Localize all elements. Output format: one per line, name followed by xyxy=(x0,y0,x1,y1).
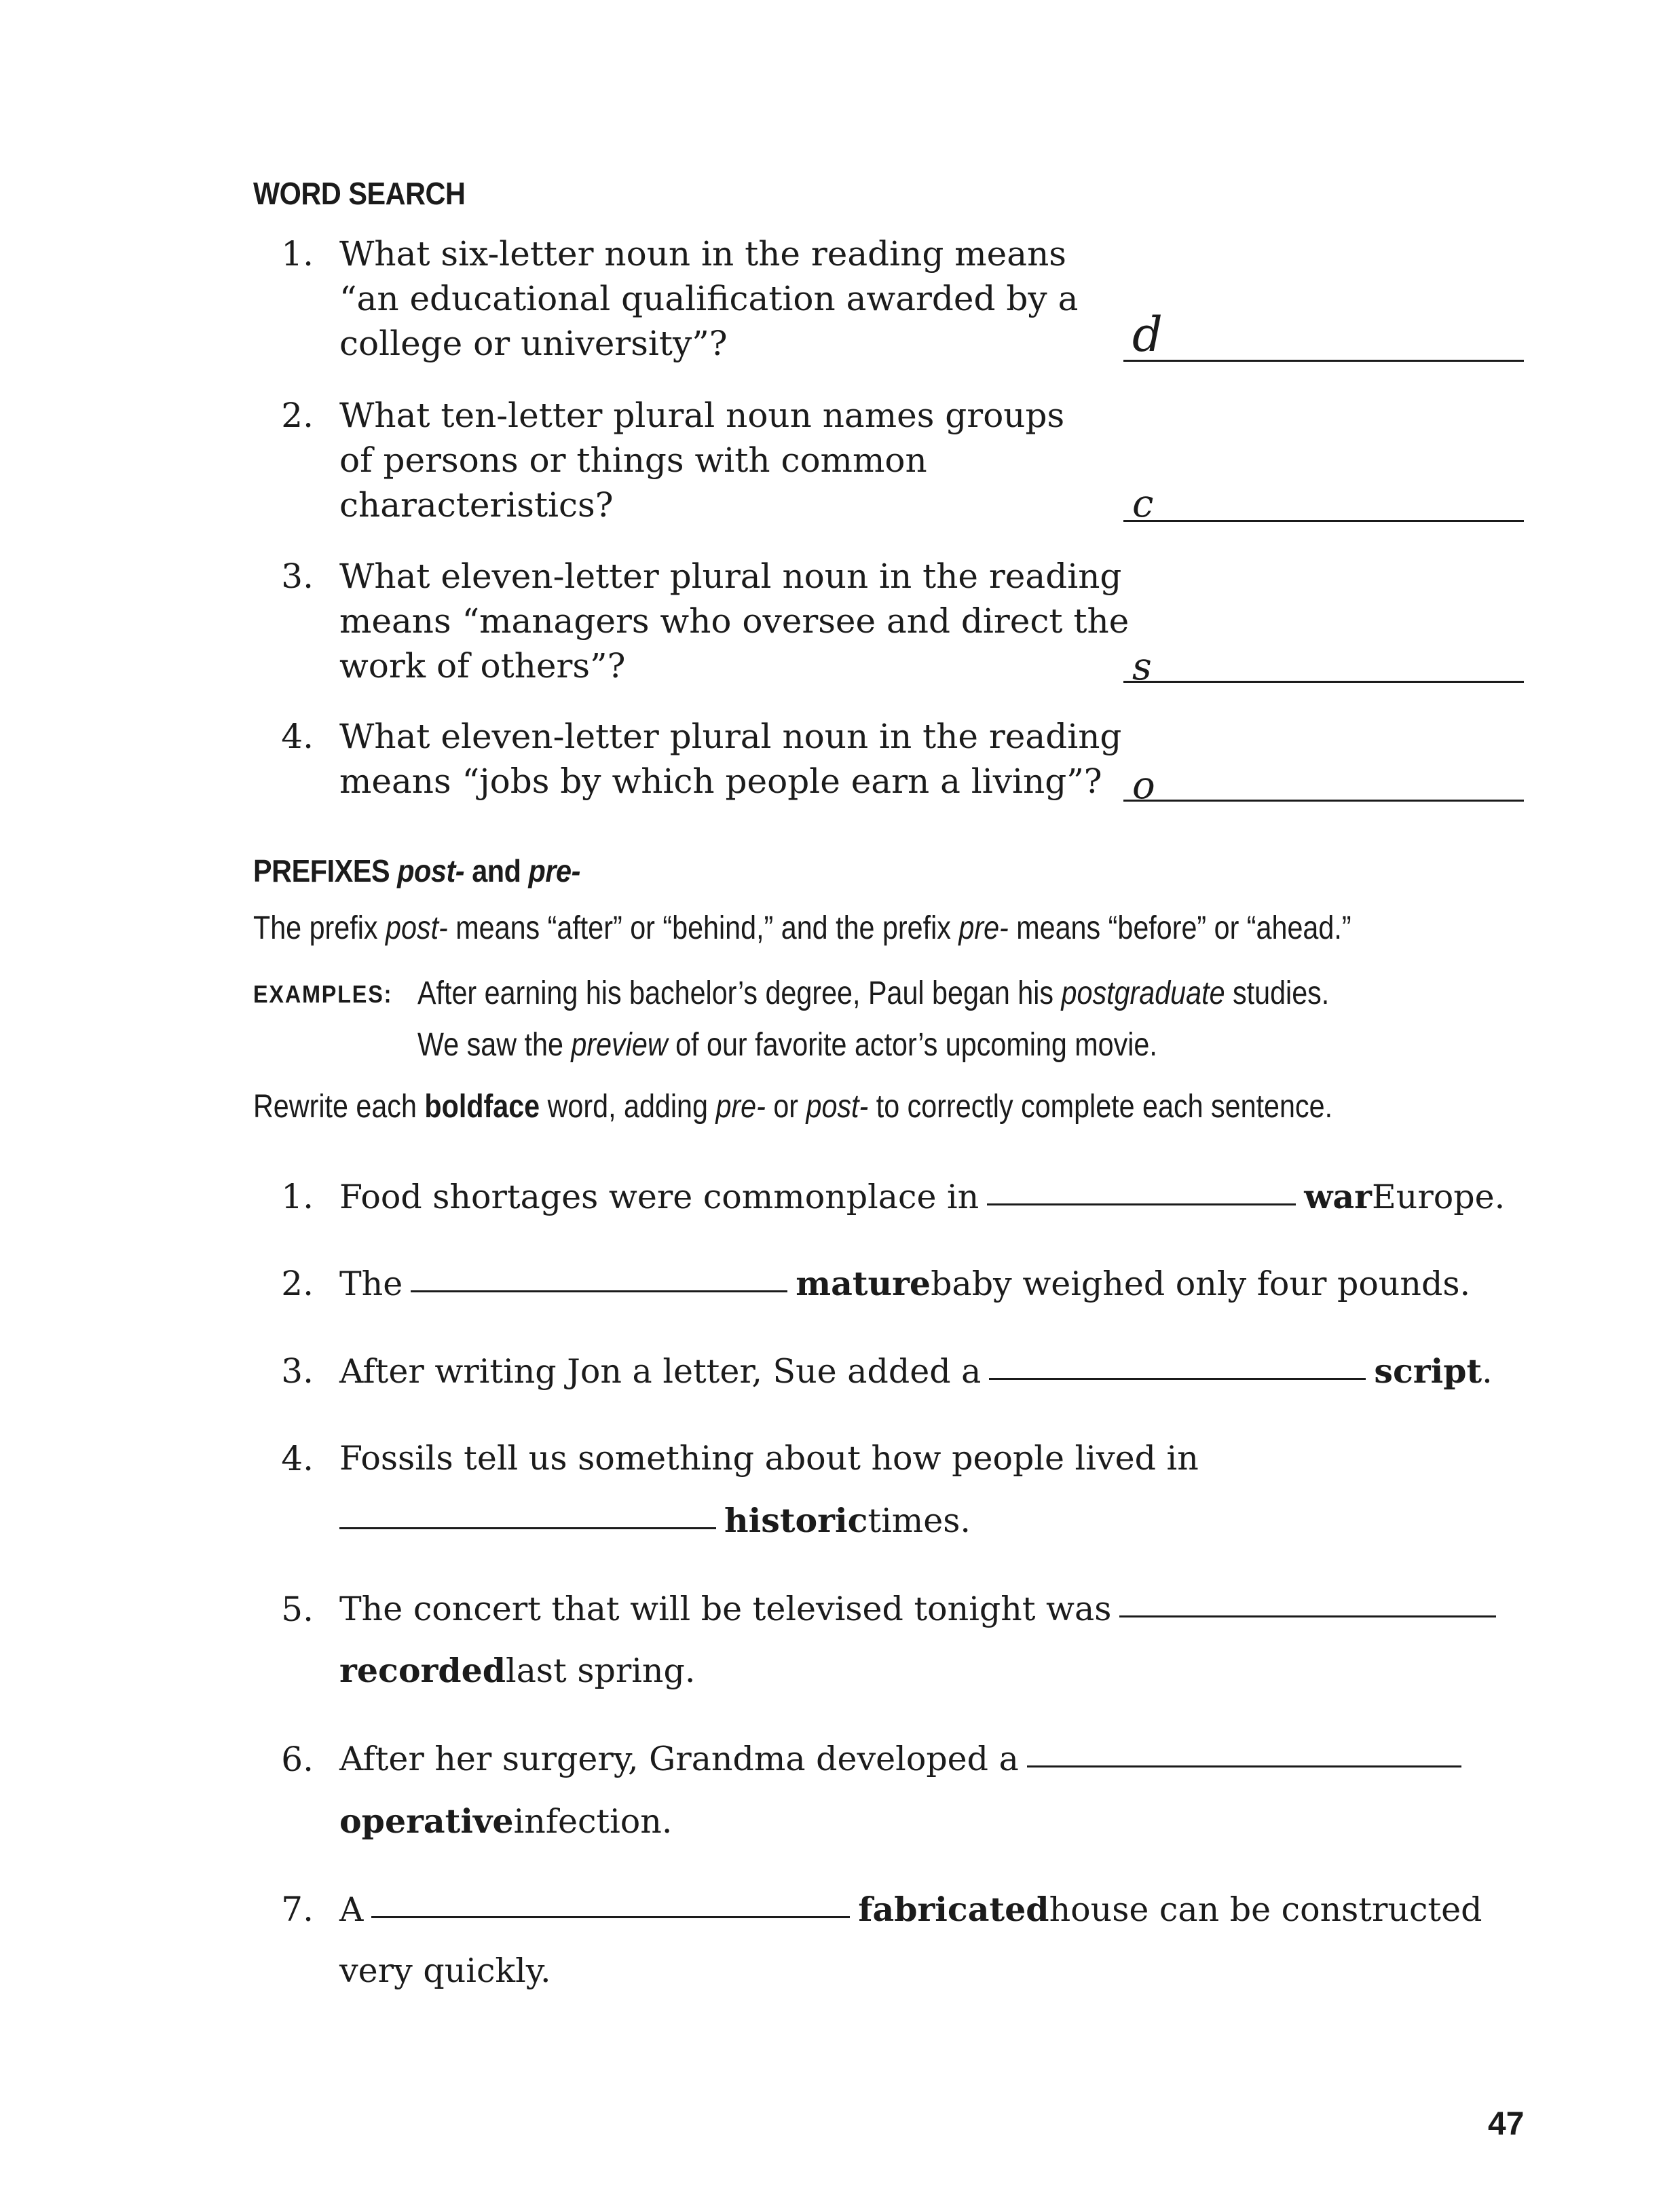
text: times. xyxy=(867,1501,971,1540)
text: . xyxy=(1482,1352,1493,1391)
text: means “before” or “ahead.” xyxy=(1008,910,1351,946)
sentence-7-line-2 xyxy=(339,1951,551,1990)
sentence-6-line-2 xyxy=(339,1801,672,1841)
text: studies. xyxy=(1225,975,1330,1011)
answer-blank-3[interactable] xyxy=(1123,681,1524,683)
question-text-line: characteristics? xyxy=(339,485,614,525)
heading-text: PREFIXES xyxy=(253,853,398,888)
text: very quickly. xyxy=(339,1951,551,1990)
page-number: 47 xyxy=(1488,2106,1525,2142)
text: Fossils tell us something about how people lived in xyxy=(339,1439,1199,1478)
text-italic: pre- xyxy=(958,910,1009,946)
fill-blank-2[interactable] xyxy=(411,1290,787,1292)
sentence-number: 6. xyxy=(281,1740,314,1779)
sentence-2 xyxy=(339,1264,1470,1303)
answer-hint-letter: s xyxy=(1132,645,1152,689)
text: Europe. xyxy=(1372,1178,1506,1216)
fill-blank-4[interactable] xyxy=(339,1527,716,1529)
question-number: 3. xyxy=(281,557,314,596)
bold-word: recorded xyxy=(339,1651,506,1690)
question-text-line: “an educational qualification awarded by a xyxy=(339,279,1079,318)
text: The concert that will be televised tonight was xyxy=(339,1590,1112,1628)
example-2 xyxy=(417,1026,1157,1064)
heading-text: and xyxy=(464,853,529,888)
fill-blank-5[interactable] xyxy=(1119,1615,1496,1617)
fill-blank-6[interactable] xyxy=(1027,1765,1461,1767)
word-search-heading: WORD SEARCH xyxy=(253,176,466,211)
text-italic: pre- xyxy=(715,1089,766,1125)
question-text-line: What eleven-letter plural noun in the reading xyxy=(339,557,1122,596)
text: Food shortages were commonplace in xyxy=(339,1178,979,1216)
text: After her surgery, Grandma developed a xyxy=(339,1740,1019,1778)
heading-prefix-post: post- xyxy=(397,853,465,888)
question-text-line: means “managers who oversee and direct the xyxy=(339,601,1130,641)
bold-word: mature xyxy=(796,1264,931,1303)
fill-blank-7[interactable] xyxy=(371,1916,850,1918)
example-1 xyxy=(417,975,1329,1012)
sentence-5-line-2 xyxy=(339,1651,695,1690)
text: After writing Jon a letter, Sue added a xyxy=(339,1352,982,1391)
answer-blank-4[interactable] xyxy=(1123,800,1524,802)
question-text-line: What six-letter noun in the reading means xyxy=(339,234,1066,274)
text: last spring. xyxy=(506,1651,696,1690)
question-text-line: of persons or things with common xyxy=(339,441,927,480)
sentence-7-line-1 xyxy=(339,1890,1482,1929)
text: word, adding xyxy=(540,1089,716,1125)
sentence-3 xyxy=(339,1351,1493,1391)
question-number: 1. xyxy=(281,234,314,274)
sentence-4-line-2 xyxy=(331,1501,971,1540)
text: The prefix xyxy=(253,910,386,946)
text: house can be constructed xyxy=(1049,1890,1482,1929)
examples-label: EXAMPLES: xyxy=(253,980,393,1008)
prefixes-heading xyxy=(253,853,580,889)
question-number: 2. xyxy=(281,396,314,435)
question-text-line: work of others”? xyxy=(339,646,626,686)
question-text-line: What eleven-letter plural noun in the reading xyxy=(339,717,1122,756)
sentence-6-line-1 xyxy=(339,1740,1470,1778)
heading-prefix-pre: pre- xyxy=(528,853,580,888)
text: infection. xyxy=(513,1802,673,1841)
answer-hint-letter: c xyxy=(1132,482,1154,526)
sentence-5-line-1 xyxy=(339,1590,1504,1628)
sentence-number: 1. xyxy=(281,1177,314,1216)
text-italic: post- xyxy=(806,1089,869,1125)
sentence-number: 5. xyxy=(281,1590,314,1629)
prefix-definition xyxy=(253,910,1351,947)
question-number: 4. xyxy=(281,717,314,756)
answer-blank-2[interactable] xyxy=(1123,520,1524,522)
answer-hint-letter: d xyxy=(1132,307,1163,362)
sentence-number: 2. xyxy=(281,1264,314,1303)
text-italic: post- xyxy=(386,910,448,946)
text-bold: boldface xyxy=(424,1089,540,1125)
answer-blank-1[interactable] xyxy=(1123,360,1524,362)
bold-word: script xyxy=(1374,1351,1482,1391)
text: After earning his bachelor’s degree, Paul began his xyxy=(417,975,1062,1011)
sentence-number: 3. xyxy=(281,1351,314,1391)
text: baby weighed only four pounds. xyxy=(931,1265,1471,1303)
text: of our favorite actor’s upcoming movie. xyxy=(667,1027,1157,1063)
question-text-line: What ten-letter plural noun names groups xyxy=(339,396,1065,435)
sentence-number: 7. xyxy=(281,1890,314,1929)
bold-word: operative xyxy=(339,1801,514,1841)
question-text-line: college or university”? xyxy=(339,324,728,363)
text: to correctly complete each sentence. xyxy=(868,1089,1333,1125)
text-italic: preview xyxy=(571,1027,668,1063)
sentence-1 xyxy=(339,1177,1505,1216)
bold-word: war xyxy=(1304,1177,1372,1216)
sentence-4-line-1 xyxy=(339,1439,1199,1478)
text-italic: postgraduate xyxy=(1061,975,1225,1011)
text: We saw the xyxy=(417,1027,572,1063)
bold-word: fabricated xyxy=(858,1890,1049,1929)
bold-word: historic xyxy=(724,1501,868,1540)
instruction xyxy=(253,1088,1332,1125)
text: or xyxy=(765,1089,806,1125)
answer-hint-letter: o xyxy=(1132,764,1155,808)
text: Rewrite each xyxy=(253,1089,425,1125)
fill-blank-1[interactable] xyxy=(987,1203,1296,1205)
text: The xyxy=(339,1265,403,1303)
text: means “after” or “behind,” and the prefix xyxy=(447,910,959,946)
question-text-line: means “jobs by which people earn a living”? xyxy=(339,762,1102,801)
sentence-number: 4. xyxy=(281,1439,314,1478)
fill-blank-3[interactable] xyxy=(989,1378,1366,1380)
text: A xyxy=(339,1890,364,1929)
